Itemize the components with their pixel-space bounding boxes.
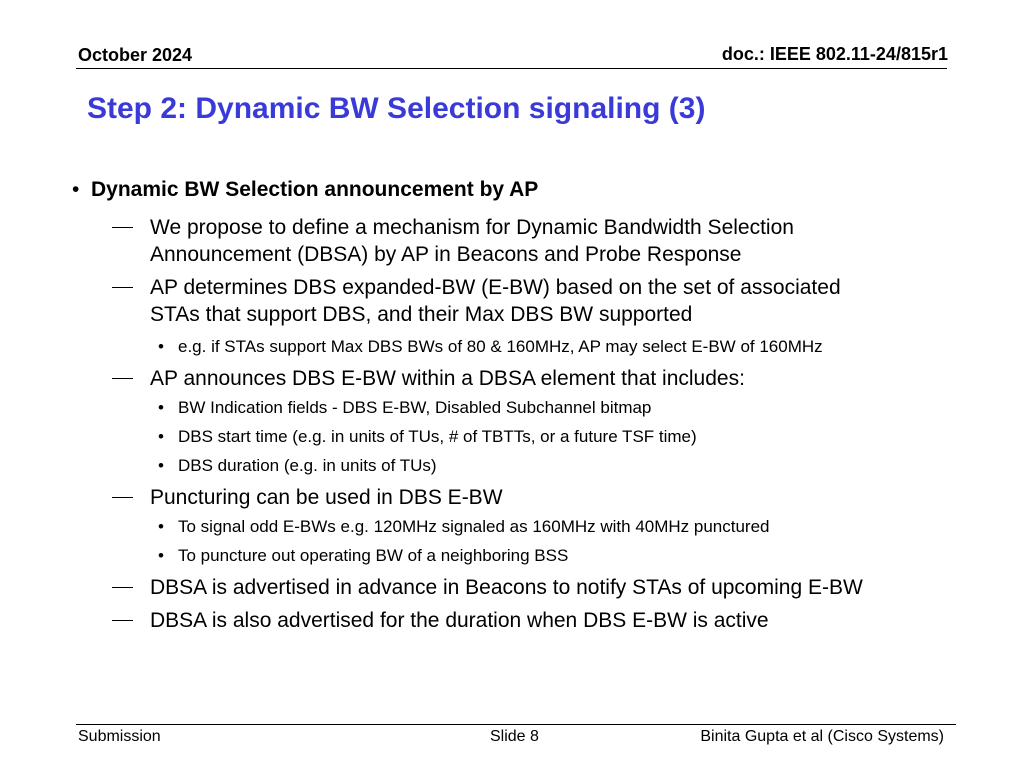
item-text-cont: STAs that support DBS, and their Max DBS BW supported xyxy=(150,303,693,326)
item-text: AP announces DBS E-BW within a DBSA element that includes: xyxy=(150,367,745,390)
dash-marker xyxy=(112,287,133,288)
main-heading: Dynamic BW Selection announcement by AP xyxy=(91,178,539,201)
footer-divider xyxy=(76,724,956,725)
dash-marker xyxy=(112,587,133,588)
item-text: Puncturing can be used in DBS E-BW xyxy=(150,486,503,509)
sub-item-text: To signal odd E-BWs e.g. 120MHz signaled as 160MHz with 40MHz punctured xyxy=(178,517,770,536)
sub-item-text: To puncture out operating BW of a neighboring BSS xyxy=(178,546,569,565)
footer-slide-number: Slide 8 xyxy=(490,728,539,745)
dash-marker xyxy=(112,227,133,228)
footer-author: Binita Gupta et al (Cisco Systems) xyxy=(700,728,944,745)
sub-item-text: DBS duration (e.g. in units of TUs) xyxy=(178,456,437,475)
bullet-marker: • xyxy=(72,178,80,201)
sub-bullet-marker: • xyxy=(158,337,164,356)
sub-bullet-marker: • xyxy=(158,456,164,475)
header-doc-id: doc.: IEEE 802.11-24/815r1 xyxy=(721,44,948,64)
sub-bullet-marker: • xyxy=(158,398,164,417)
item-text: DBSA is also advertised for the duration when DBS E-BW is active xyxy=(150,609,769,632)
header-divider xyxy=(76,68,947,69)
item-text-cont: Announcement (DBSA) by AP in Beacons and Probe Response xyxy=(150,243,742,266)
sub-item-text: BW Indication fields - DBS E-BW, Disabled Subchannel bitmap xyxy=(178,398,652,417)
sub-item-text: DBS start time (e.g. in units of TUs, # of TBTTs, or a future TSF time) xyxy=(178,427,697,446)
header-date: October 2024 xyxy=(78,45,193,65)
dash-marker xyxy=(112,620,133,621)
dash-marker xyxy=(112,378,133,379)
slide-title: Step 2: Dynamic BW Selection signaling (3) xyxy=(87,92,706,125)
sub-bullet-marker: • xyxy=(158,427,164,446)
footer-submission: Submission xyxy=(78,728,161,745)
sub-bullet-marker: • xyxy=(158,546,164,565)
item-text: AP determines DBS expanded-BW (E-BW) based on the set of associated xyxy=(150,276,841,299)
dash-marker xyxy=(112,497,133,498)
item-text: DBSA is advertised in advance in Beacons to notify STAs of upcoming E-BW xyxy=(150,576,863,599)
item-text: We propose to define a mechanism for Dynamic Bandwidth Selection xyxy=(150,216,794,239)
sub-bullet-marker: • xyxy=(158,517,164,536)
sub-item-text: e.g. if STAs support Max DBS BWs of 80 & 160MHz, AP may select E-BW of 160MHz xyxy=(178,337,823,356)
